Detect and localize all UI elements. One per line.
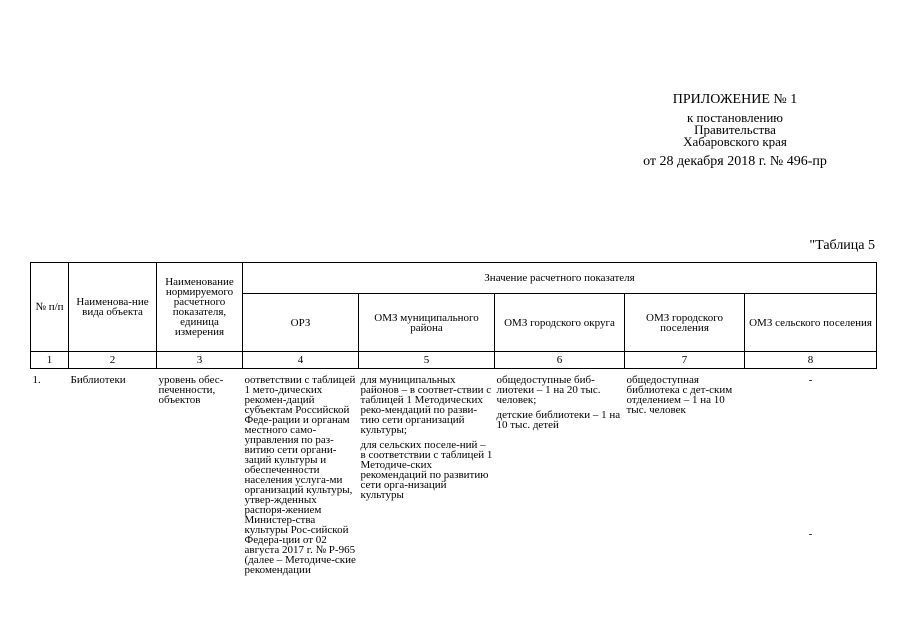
column-number: 1 — [31, 352, 69, 369]
header-omz-rural-settlement: ОМЗ сельского поселения — [745, 294, 877, 352]
row-indicator: уровень обес-печенности, объектов — [158, 374, 224, 406]
row-omz-municipal — [359, 369, 495, 577]
header-indicator: Наименование нормируемого расчетного показателя, единица измерения — [157, 263, 243, 352]
row-omz-city-settlement: общедоступная библиотека с дет-ским отделением – 1 на 10 тыс. человек — [626, 374, 733, 416]
header-omz-city-okrug: ОМЗ городского округа — [495, 294, 625, 352]
omz-municipal-text-1: для муниципальных районов – в соответ-ствии с таблицей 1 Методических реко-мендаций по разви-тию сети организаций культуры; — [360, 374, 492, 436]
table-label: "Таблица 5 — [809, 238, 875, 253]
appendix-date: от 28 декабря 2018 г. № 496-пр — [643, 154, 827, 169]
header-orz: ОРЗ — [243, 294, 359, 352]
column-number: 7 — [625, 352, 745, 369]
appendix-line-3: Хабаровского края — [683, 134, 787, 149]
appendix-title: ПРИЛОЖЕНИЕ № 1 — [672, 92, 798, 107]
omz-city-okrug-text-2: детские библиотеки – 1 на 10 тыс. детей — [496, 409, 621, 431]
omz-rural-dash-1: - — [808, 374, 813, 386]
column-number: 3 — [157, 352, 243, 369]
omz-municipal-text-2: для сельских поселе-ний – в соответствии с таблицей 1 Методиче-ских рекомендаций по развитию сети орга-низаций культуры — [360, 439, 493, 501]
row-orz: оответствии с таблицей 1 мето-дических рекомен-даций субъектам Российской Феде-рации и органам местного само-управления по раз-витию сети органи-заций культуры и обеспеченности населения услуга-ми организаций культуры, утвер-жденных распоря-жением Министер-ства культуры Рос-сийской Федера-ции от 02 августа 2017 г. № Р-965 (далее – Методиче-ские рекомендации — [244, 374, 356, 576]
header-object: Наименова-ние вида объекта — [69, 263, 157, 352]
appendix-header — [620, 92, 850, 170]
column-number: 5 — [359, 352, 495, 369]
header-num: № п/п — [31, 263, 69, 352]
header-omz-city-settlement: ОМЗ городского поселения — [625, 294, 745, 352]
indicator-table — [30, 262, 877, 576]
header-omz-municipal: ОМЗ муниципального района — [359, 294, 495, 352]
header-value-group: Значение расчетного показателя — [243, 263, 877, 294]
column-number: 4 — [243, 352, 359, 369]
column-number: 2 — [69, 352, 157, 369]
omz-city-okrug-text-1: общедоступные биб-лиотеки – 1 на 20 тыс. человек; — [496, 374, 601, 406]
row-omz-city-okrug — [495, 369, 625, 577]
appendix-line-1: к постановлению — [686, 110, 784, 125]
row-omz-rural-settlement — [745, 369, 877, 577]
row-num: 1. — [32, 374, 41, 386]
table-row — [31, 369, 877, 577]
column-number: 8 — [745, 352, 877, 369]
appendix-line-2: Правительства — [694, 122, 776, 137]
column-number: 6 — [495, 352, 625, 369]
column-number-row — [31, 352, 877, 369]
row-object: Библиотеки — [70, 374, 126, 386]
omz-rural-dash-2: - — [808, 528, 813, 540]
